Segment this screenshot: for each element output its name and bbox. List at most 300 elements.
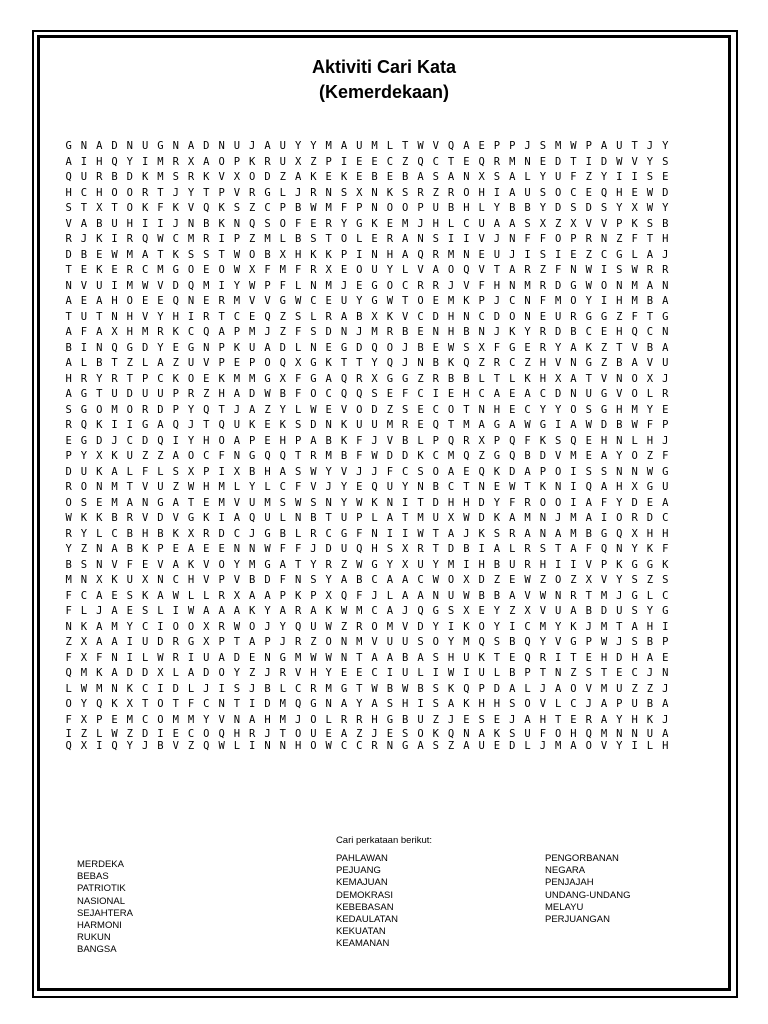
- grid-letter[interactable]: A: [662, 728, 669, 740]
- grid-letter[interactable]: P: [294, 434, 302, 447]
- grid-letter[interactable]: A: [478, 728, 485, 740]
- grid-letter[interactable]: H: [646, 434, 654, 447]
- grid-letter[interactable]: W: [631, 264, 638, 276]
- grid-letter[interactable]: X: [187, 155, 195, 168]
- grid-letter[interactable]: M: [325, 279, 332, 292]
- grid-letter[interactable]: N: [616, 465, 623, 478]
- grid-letter[interactable]: A: [631, 620, 638, 633]
- grid-letter[interactable]: H: [463, 496, 470, 509]
- grid-letter[interactable]: O: [157, 713, 164, 726]
- grid-letter[interactable]: T: [325, 512, 332, 524]
- grid-letter[interactable]: P: [264, 636, 271, 648]
- grid-letter[interactable]: I: [218, 279, 225, 292]
- grid-letter[interactable]: I: [631, 740, 638, 752]
- grid-letter[interactable]: C: [509, 295, 516, 307]
- grid-letter[interactable]: M: [111, 620, 118, 633]
- grid-letter[interactable]: R: [218, 295, 225, 307]
- grid-letter[interactable]: S: [386, 543, 394, 555]
- grid-letter[interactable]: C: [463, 217, 470, 230]
- grid-letter[interactable]: I: [141, 155, 149, 168]
- grid-letter[interactable]: U: [310, 620, 317, 633]
- grid-letter[interactable]: R: [662, 264, 669, 276]
- grid-letter[interactable]: R: [325, 217, 332, 230]
- grid-letter[interactable]: C: [524, 620, 531, 633]
- grid-letter[interactable]: L: [172, 667, 179, 679]
- grid-letter[interactable]: A: [111, 543, 118, 555]
- grid-letter[interactable]: F: [539, 233, 547, 245]
- grid-letter[interactable]: T: [554, 713, 562, 726]
- grid-letter[interactable]: P: [249, 357, 256, 369]
- grid-letter[interactable]: G: [616, 248, 623, 261]
- grid-letter[interactable]: J: [356, 465, 363, 478]
- grid-letter[interactable]: A: [386, 605, 394, 617]
- grid-letter[interactable]: S: [631, 636, 638, 648]
- grid-letter[interactable]: J: [616, 636, 623, 648]
- grid-letter[interactable]: G: [570, 279, 577, 292]
- grid-letter[interactable]: N: [631, 728, 638, 740]
- grid-letter[interactable]: F: [218, 450, 225, 462]
- grid-letter[interactable]: L: [371, 512, 378, 524]
- grid-letter[interactable]: T: [447, 419, 455, 431]
- grid-letter[interactable]: S: [509, 698, 516, 710]
- grid-letter[interactable]: V: [554, 636, 562, 648]
- grid-letter[interactable]: S: [402, 186, 409, 199]
- grid-letter[interactable]: M: [509, 155, 516, 168]
- grid-letter[interactable]: K: [371, 217, 378, 230]
- grid-letter[interactable]: N: [539, 527, 547, 540]
- grid-letter[interactable]: H: [570, 728, 577, 740]
- grid-letter[interactable]: G: [141, 419, 149, 431]
- grid-letter[interactable]: S: [203, 248, 210, 261]
- grid-letter[interactable]: H: [203, 481, 210, 493]
- grid-letter[interactable]: K: [218, 372, 225, 385]
- grid-letter[interactable]: Q: [478, 155, 485, 168]
- grid-letter[interactable]: I: [218, 465, 225, 478]
- grid-letter[interactable]: S: [662, 574, 669, 586]
- grid-letter[interactable]: A: [447, 465, 455, 478]
- grid-letter[interactable]: L: [554, 698, 562, 710]
- grid-letter[interactable]: Z: [646, 682, 654, 695]
- grid-letter[interactable]: E: [356, 155, 363, 168]
- grid-letter[interactable]: I: [386, 667, 394, 679]
- grid-letter[interactable]: B: [417, 341, 424, 354]
- grid-letter[interactable]: D: [646, 512, 654, 524]
- grid-letter[interactable]: R: [310, 264, 317, 276]
- grid-letter[interactable]: E: [203, 543, 210, 555]
- grid-letter[interactable]: V: [294, 667, 302, 679]
- grid-letter[interactable]: T: [126, 372, 133, 385]
- grid-letter[interactable]: N: [616, 434, 623, 447]
- grid-letter[interactable]: R: [631, 512, 638, 524]
- grid-letter[interactable]: U: [402, 667, 409, 679]
- grid-letter[interactable]: Z: [509, 605, 516, 617]
- grid-letter[interactable]: K: [218, 202, 225, 214]
- grid-letter[interactable]: A: [203, 605, 210, 617]
- grid-letter[interactable]: W: [417, 527, 424, 540]
- grid-letter[interactable]: M: [417, 512, 424, 524]
- grid-letter[interactable]: Z: [570, 667, 577, 679]
- grid-letter[interactable]: V: [600, 740, 608, 752]
- grid-letter[interactable]: R: [524, 496, 531, 509]
- grid-letter[interactable]: N: [233, 450, 241, 462]
- grid-letter[interactable]: I: [493, 186, 501, 199]
- grid-letter[interactable]: F: [509, 496, 516, 509]
- grid-letter[interactable]: I: [356, 248, 363, 261]
- grid-letter[interactable]: W: [646, 202, 654, 214]
- grid-letter[interactable]: H: [662, 740, 669, 752]
- grid-letter[interactable]: P: [218, 186, 225, 199]
- grid-letter[interactable]: Q: [600, 543, 608, 555]
- grid-letter[interactable]: U: [80, 465, 88, 478]
- grid-letter[interactable]: E: [570, 713, 577, 726]
- grid-letter[interactable]: R: [371, 740, 378, 752]
- grid-letter[interactable]: W: [325, 651, 332, 664]
- grid-letter[interactable]: S: [631, 605, 638, 617]
- grid-letter[interactable]: R: [524, 558, 531, 571]
- grid-letter[interactable]: M: [233, 372, 241, 385]
- grid-letter[interactable]: J: [233, 403, 241, 416]
- grid-letter[interactable]: X: [554, 372, 562, 385]
- grid-letter[interactable]: W: [325, 620, 332, 633]
- grid-letter[interactable]: O: [80, 481, 88, 493]
- grid-letter[interactable]: M: [111, 403, 118, 416]
- grid-letter[interactable]: X: [478, 341, 485, 354]
- grid-letter[interactable]: Q: [203, 740, 210, 752]
- grid-letter[interactable]: E: [509, 651, 516, 664]
- grid-letter[interactable]: Y: [493, 605, 501, 617]
- grid-letter[interactable]: H: [65, 186, 72, 199]
- grid-letter[interactable]: W: [585, 264, 592, 276]
- grid-letter[interactable]: T: [631, 140, 638, 152]
- grid-letter[interactable]: N: [509, 233, 516, 245]
- grid-letter[interactable]: R: [417, 186, 424, 199]
- grid-letter[interactable]: T: [585, 372, 592, 385]
- grid-letter[interactable]: S: [585, 667, 592, 679]
- grid-letter[interactable]: W: [509, 481, 516, 493]
- grid-letter[interactable]: I: [187, 651, 195, 664]
- grid-letter[interactable]: H: [126, 326, 133, 338]
- grid-letter[interactable]: K: [325, 248, 332, 261]
- grid-letter[interactable]: R: [432, 279, 439, 292]
- grid-letter[interactable]: P: [509, 140, 516, 152]
- grid-letter[interactable]: G: [172, 264, 179, 276]
- grid-letter[interactable]: I: [157, 682, 164, 695]
- grid-letter[interactable]: M: [447, 248, 455, 261]
- grid-letter[interactable]: Y: [340, 481, 348, 493]
- grid-letter[interactable]: D: [585, 202, 592, 214]
- grid-letter[interactable]: V: [80, 279, 88, 292]
- grid-letter[interactable]: S: [524, 217, 531, 230]
- grid-letter[interactable]: A: [218, 651, 225, 664]
- grid-letter[interactable]: R: [203, 310, 210, 323]
- grid-letter[interactable]: J: [279, 636, 286, 648]
- grid-letter[interactable]: L: [631, 434, 638, 447]
- grid-letter[interactable]: H: [203, 434, 210, 447]
- grid-letter[interactable]: Y: [356, 295, 363, 307]
- grid-letter[interactable]: E: [249, 651, 256, 664]
- grid-letter[interactable]: B: [371, 171, 378, 183]
- grid-letter[interactable]: X: [233, 589, 241, 602]
- grid-letter[interactable]: O: [187, 372, 195, 385]
- grid-letter[interactable]: X: [96, 202, 103, 214]
- grid-letter[interactable]: M: [570, 450, 577, 462]
- grid-letter[interactable]: J: [662, 248, 669, 261]
- grid-letter[interactable]: K: [447, 357, 455, 369]
- grid-letter[interactable]: I: [432, 388, 439, 400]
- grid-letter[interactable]: A: [524, 465, 531, 478]
- grid-letter[interactable]: B: [432, 481, 439, 493]
- grid-letter[interactable]: C: [432, 155, 439, 168]
- grid-letter[interactable]: G: [157, 140, 164, 152]
- grid-letter[interactable]: N: [65, 620, 72, 633]
- grid-letter[interactable]: H: [432, 217, 439, 230]
- grid-letter[interactable]: N: [96, 481, 103, 493]
- grid-letter[interactable]: W: [233, 264, 241, 276]
- grid-letter[interactable]: C: [310, 295, 317, 307]
- grid-letter[interactable]: Z: [432, 713, 439, 726]
- grid-letter[interactable]: H: [616, 326, 623, 338]
- grid-letter[interactable]: N: [65, 279, 72, 292]
- grid-letter[interactable]: C: [264, 202, 271, 214]
- grid-letter[interactable]: A: [662, 496, 669, 509]
- grid-letter[interactable]: Q: [65, 740, 72, 752]
- grid-letter[interactable]: N: [218, 140, 225, 152]
- grid-letter[interactable]: K: [646, 713, 654, 726]
- grid-letter[interactable]: P: [65, 450, 72, 462]
- grid-letter[interactable]: L: [294, 279, 302, 292]
- grid-letter[interactable]: B: [111, 171, 118, 183]
- grid-letter[interactable]: T: [187, 496, 195, 509]
- grid-letter[interactable]: A: [96, 295, 103, 307]
- grid-letter[interactable]: L: [509, 543, 516, 555]
- grid-letter[interactable]: Y: [539, 636, 547, 648]
- grid-letter[interactable]: X: [111, 326, 118, 338]
- grid-letter[interactable]: R: [570, 310, 577, 323]
- grid-letter[interactable]: T: [402, 512, 409, 524]
- grid-letter[interactable]: D: [65, 248, 72, 261]
- grid-letter[interactable]: O: [386, 341, 394, 354]
- grid-letter[interactable]: X: [371, 310, 378, 323]
- grid-letter[interactable]: K: [172, 202, 179, 214]
- grid-letter[interactable]: N: [325, 186, 332, 199]
- grid-letter[interactable]: L: [187, 682, 195, 695]
- grid-letter[interactable]: N: [662, 326, 669, 338]
- grid-letter[interactable]: S: [616, 264, 623, 276]
- grid-letter[interactable]: I: [447, 620, 455, 633]
- grid-letter[interactable]: H: [264, 713, 271, 726]
- grid-letter[interactable]: S: [493, 636, 501, 648]
- grid-letter[interactable]: A: [111, 605, 118, 617]
- grid-letter[interactable]: B: [294, 233, 302, 245]
- grid-letter[interactable]: C: [172, 233, 179, 245]
- grid-letter[interactable]: F: [356, 589, 363, 602]
- grid-letter[interactable]: B: [249, 574, 256, 586]
- grid-letter[interactable]: A: [65, 388, 72, 400]
- grid-letter[interactable]: D: [493, 310, 501, 323]
- grid-letter[interactable]: I: [126, 419, 133, 431]
- grid-letter[interactable]: D: [126, 388, 133, 400]
- grid-letter[interactable]: W: [249, 279, 256, 292]
- grid-letter[interactable]: Y: [646, 403, 654, 416]
- grid-letter[interactable]: B: [646, 636, 654, 648]
- grid-letter[interactable]: W: [524, 574, 531, 586]
- grid-letter[interactable]: A: [218, 605, 225, 617]
- grid-letter[interactable]: I: [126, 651, 133, 664]
- grid-letter[interactable]: V: [402, 310, 409, 323]
- grid-letter[interactable]: O: [203, 728, 210, 740]
- grid-letter[interactable]: X: [203, 620, 210, 633]
- grid-letter[interactable]: R: [310, 682, 317, 695]
- grid-letter[interactable]: W: [157, 233, 164, 245]
- grid-letter[interactable]: E: [493, 740, 501, 752]
- grid-letter[interactable]: Y: [432, 620, 439, 633]
- grid-letter[interactable]: P: [478, 295, 485, 307]
- grid-letter[interactable]: C: [340, 740, 348, 752]
- grid-letter[interactable]: Z: [432, 186, 439, 199]
- grid-letter[interactable]: D: [554, 155, 562, 168]
- grid-letter[interactable]: P: [218, 636, 225, 648]
- grid-letter[interactable]: M: [600, 728, 608, 740]
- grid-letter[interactable]: M: [402, 217, 409, 230]
- grid-letter[interactable]: C: [371, 605, 378, 617]
- grid-letter[interactable]: S: [447, 605, 455, 617]
- grid-letter[interactable]: G: [340, 341, 348, 354]
- grid-letter[interactable]: R: [310, 527, 317, 540]
- grid-letter[interactable]: J: [111, 434, 118, 447]
- grid-letter[interactable]: N: [218, 698, 225, 710]
- grid-letter[interactable]: A: [402, 574, 409, 586]
- grid-letter[interactable]: E: [478, 605, 485, 617]
- grid-letter[interactable]: V: [478, 233, 485, 245]
- grid-letter[interactable]: A: [662, 698, 669, 710]
- grid-letter[interactable]: S: [554, 434, 562, 447]
- grid-letter[interactable]: D: [203, 140, 210, 152]
- grid-letter[interactable]: J: [187, 419, 195, 431]
- grid-letter[interactable]: I: [478, 543, 485, 555]
- grid-letter[interactable]: O: [279, 217, 286, 230]
- grid-letter[interactable]: E: [585, 434, 592, 447]
- grid-letter[interactable]: G: [340, 527, 348, 540]
- grid-letter[interactable]: U: [279, 155, 286, 168]
- grid-letter[interactable]: V: [233, 574, 241, 586]
- grid-letter[interactable]: E: [509, 388, 516, 400]
- grid-letter[interactable]: Y: [264, 605, 271, 617]
- grid-letter[interactable]: W: [646, 465, 654, 478]
- grid-letter[interactable]: Z: [402, 155, 409, 168]
- grid-letter[interactable]: V: [249, 295, 256, 307]
- grid-letter[interactable]: B: [386, 682, 394, 695]
- grid-letter[interactable]: O: [509, 310, 516, 323]
- grid-letter[interactable]: O: [264, 357, 271, 369]
- grid-letter[interactable]: R: [340, 713, 348, 726]
- grid-letter[interactable]: A: [65, 295, 72, 307]
- grid-letter[interactable]: A: [111, 465, 118, 478]
- grid-letter[interactable]: W: [356, 496, 363, 509]
- grid-letter[interactable]: Z: [539, 264, 547, 276]
- grid-letter[interactable]: N: [371, 186, 378, 199]
- grid-letter[interactable]: L: [646, 589, 654, 602]
- grid-letter[interactable]: H: [447, 326, 455, 338]
- grid-letter[interactable]: I: [218, 233, 225, 245]
- grid-letter[interactable]: A: [249, 636, 256, 648]
- grid-letter[interactable]: M: [126, 713, 133, 726]
- grid-letter[interactable]: U: [447, 589, 455, 602]
- grid-letter[interactable]: Z: [539, 574, 547, 586]
- grid-letter[interactable]: A: [371, 651, 378, 664]
- grid-letter[interactable]: I: [554, 419, 562, 431]
- grid-letter[interactable]: Y: [402, 481, 409, 493]
- grid-letter[interactable]: S: [310, 233, 317, 245]
- grid-letter[interactable]: R: [126, 512, 133, 524]
- grid-letter[interactable]: J: [662, 682, 669, 695]
- grid-letter[interactable]: T: [616, 620, 623, 633]
- grid-letter[interactable]: R: [249, 186, 256, 199]
- grid-letter[interactable]: N: [279, 740, 286, 752]
- grid-letter[interactable]: O: [570, 682, 577, 695]
- grid-letter[interactable]: B: [616, 357, 623, 369]
- grid-letter[interactable]: X: [585, 574, 592, 586]
- grid-letter[interactable]: C: [402, 279, 409, 292]
- grid-letter[interactable]: J: [585, 698, 592, 710]
- grid-letter[interactable]: B: [509, 667, 516, 679]
- grid-letter[interactable]: Q: [417, 248, 424, 261]
- grid-letter[interactable]: I: [509, 620, 516, 633]
- grid-letter[interactable]: F: [96, 651, 103, 664]
- grid-letter[interactable]: K: [141, 171, 149, 183]
- grid-letter[interactable]: K: [141, 543, 149, 555]
- grid-letter[interactable]: D: [264, 698, 271, 710]
- grid-letter[interactable]: I: [126, 636, 133, 648]
- grid-letter[interactable]: K: [172, 248, 179, 261]
- grid-letter[interactable]: O: [447, 403, 455, 416]
- grid-letter[interactable]: G: [662, 310, 669, 323]
- grid-letter[interactable]: Q: [218, 728, 225, 740]
- grid-letter[interactable]: N: [96, 558, 103, 571]
- grid-letter[interactable]: N: [662, 279, 669, 292]
- grid-letter[interactable]: V: [585, 558, 592, 571]
- grid-letter[interactable]: C: [646, 326, 654, 338]
- grid-letter[interactable]: A: [96, 140, 103, 152]
- grid-letter[interactable]: B: [662, 217, 669, 230]
- grid-letter[interactable]: T: [524, 481, 531, 493]
- grid-letter[interactable]: T: [172, 698, 179, 710]
- grid-letter[interactable]: N: [172, 140, 179, 152]
- grid-letter[interactable]: D: [218, 527, 225, 540]
- grid-letter[interactable]: T: [493, 372, 501, 385]
- grid-letter[interactable]: O: [554, 728, 562, 740]
- grid-letter[interactable]: L: [402, 264, 409, 276]
- grid-letter[interactable]: F: [279, 543, 286, 555]
- grid-letter[interactable]: A: [203, 155, 210, 168]
- grid-letter[interactable]: A: [111, 667, 118, 679]
- grid-letter[interactable]: B: [447, 372, 455, 385]
- grid-letter[interactable]: O: [371, 620, 378, 633]
- grid-letter[interactable]: D: [141, 341, 149, 354]
- grid-letter[interactable]: E: [126, 605, 133, 617]
- grid-letter[interactable]: L: [325, 713, 332, 726]
- grid-letter[interactable]: R: [65, 527, 72, 540]
- grid-letter[interactable]: P: [279, 202, 286, 214]
- grid-letter[interactable]: C: [631, 667, 638, 679]
- grid-letter[interactable]: B: [203, 217, 210, 230]
- grid-letter[interactable]: B: [616, 419, 623, 431]
- grid-letter[interactable]: O: [249, 620, 256, 633]
- grid-letter[interactable]: W: [417, 140, 424, 152]
- grid-letter[interactable]: E: [340, 264, 348, 276]
- grid-letter[interactable]: H: [616, 481, 623, 493]
- grid-letter[interactable]: C: [386, 155, 394, 168]
- grid-letter[interactable]: N: [141, 496, 149, 509]
